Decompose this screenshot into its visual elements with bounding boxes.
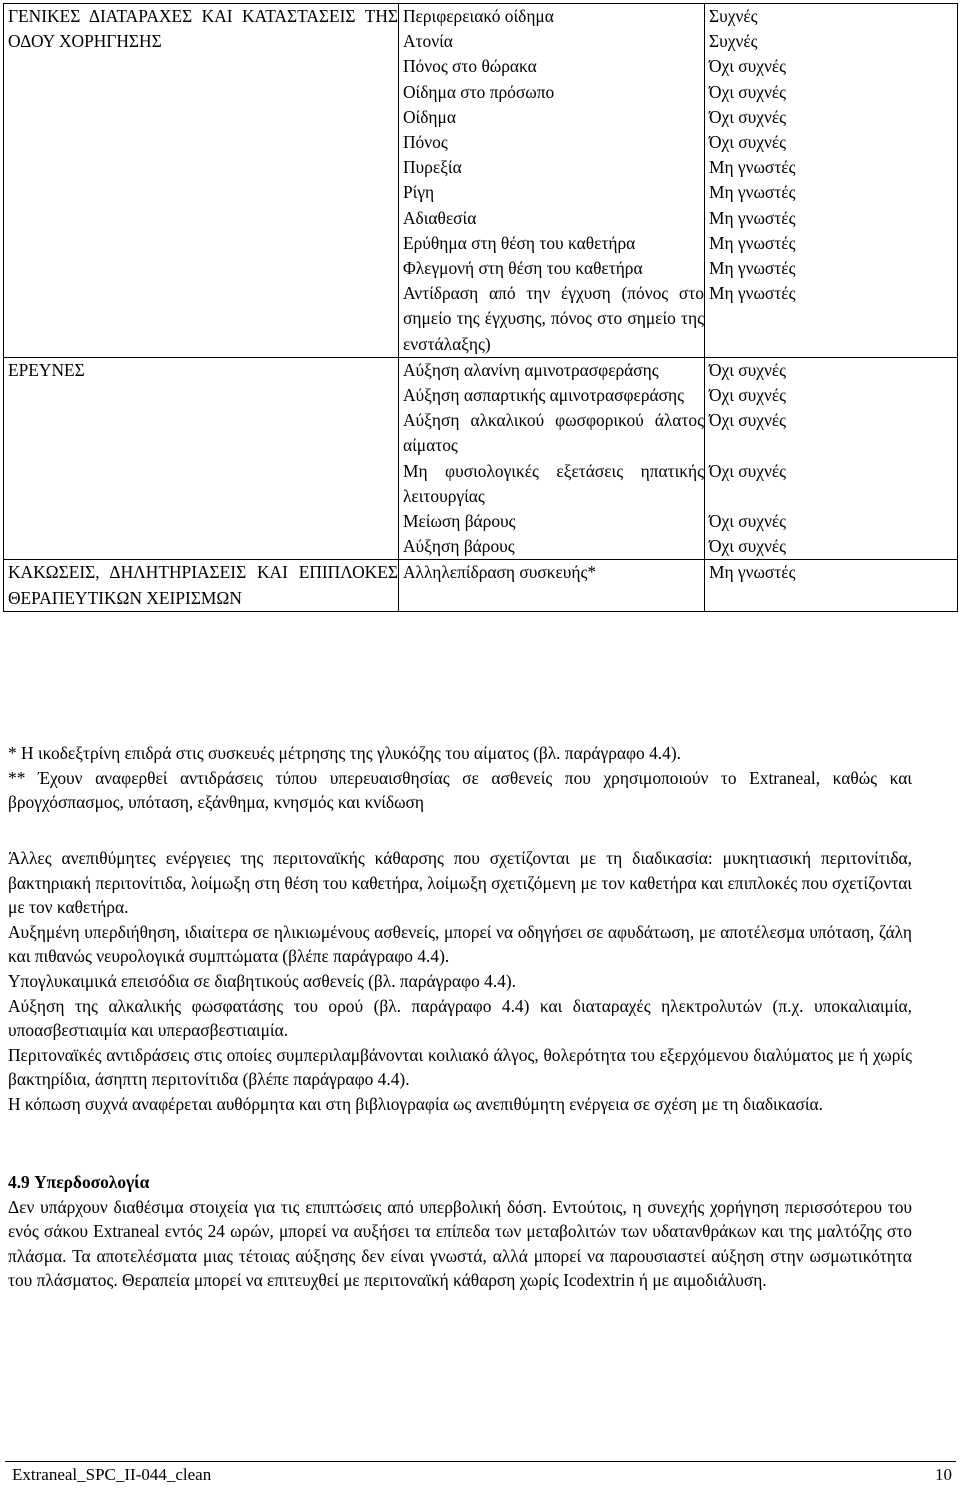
paragraph: Υπογλυκαιμικά επεισόδια σε διαβητικούς ασθενείς (βλ. παράγραφο 4.4).: [8, 970, 517, 991]
effect-frequency: Συχνές: [709, 31, 758, 52]
table-footnotes: [8, 741, 912, 815]
table-row: [4, 357, 958, 560]
effects-cell: [399, 560, 705, 611]
effect-name: Πόνος: [403, 132, 448, 153]
effect-name: Περιφερειακό οίδημα: [403, 6, 554, 26]
footer-divider: [5, 1461, 956, 1462]
frequency-cell: [705, 357, 958, 560]
paragraph: Άλλες ανεπιθύμητες ενέργειες της περιτοναϊκής κάθαρσης που σχετίζονται με τη διαδικασία: μυκητιασική περιτονίτιδα, βακτηριακή περιτονίτιδα, λοίμωξη στη θέση του καθετήρα, λοίμωξη σχετιζόμενη με τον καθετήρα και επιπλοκές που σχετίζονται με τον καθετήρα.: [8, 848, 912, 918]
effect-frequency: Όχι συχνές: [709, 106, 787, 127]
soc-category-cell: ΚΑΚΩΣΕΙΣ, ΔΗΛΗΤΗΡΙΑΣΕΙΣ ΚΑΙ ΕΠΙΠΛΟΚΕΣ ΘΕΡΑΠΕΥΤΙΚΩΝ ΧΕΙΡΙΣΜΩΝ: [4, 560, 399, 611]
effect-frequency: Μη γνωστές: [709, 232, 796, 253]
effect-name: Αύξηση αλκαλικού φωσφορικού άλατος αίματος: [403, 410, 704, 456]
footer-page-number: 10: [935, 1465, 952, 1484]
effect-name: Αύξηση αλανίνη αμινοτρασφεράσης: [403, 359, 659, 380]
footer-document-name: Extraneal_SPC_II-044_clean: [12, 1465, 212, 1484]
section-number: 4.9: [8, 1172, 30, 1192]
section-paragraph: Δεν υπάρχουν διαθέσιμα στοιχεία για τις επιπτώσεις από υπερβολική δόση. Εντούτοις, η συνεχής χορήγηση περισσότερου του ενός σάκου Extraneal εντός 24 ωρών, μπορεί να αυξήσει τα επίπεδα των μεταβολιτών των υδατανθράκων και της μαλτόζης στο πλάσμα. Τα αποτελέσματα μιας τέτοιας αύξησης δεν είναι γνωστά, αλλά μπορεί να παρουσιαστεί αύξηση στην ωσμωτικότητα του πλάσματος. Θεραπεία μπορεί να επιτευχθεί με περιτοναϊκή κάθαρση χωρίς Icodextrin ή με αιμοδιάλυση.: [8, 1196, 912, 1291]
effect-name: Αύξηση ασπαρτικής αμινοτρασφεράσης: [403, 385, 684, 406]
soc-category-cell: ΓΕΝΙΚΕΣ ΔΙΑΤΑΡΑΧΕΣ ΚΑΙ ΚΑΤΑΣΤΑΣΕΙΣ ΤΗΣ ΟΔΟΥ ΧΟΡΗΓΗΣΗΣ: [4, 4, 399, 358]
paragraph: Αυξημένη υπερδιήθηση, ιδιαίτερα σε ηλικιωμένους ασθενείς, μπορεί να οδηγήσει σε αφυδάτωση, με αποτέλεσμα υπόταση, ζάλη και πιθανώς νευρολογικά συμπτώματα (βλέπε παράγραφο 4.4).: [8, 921, 912, 967]
effect-name: Οίδημα στο πρόσωπο: [403, 81, 555, 102]
effect-frequency: Μη γνωστές: [709, 182, 796, 203]
effect-frequency: Όχι συχνές: [709, 81, 787, 102]
effect-frequency: Μη γνωστές: [709, 258, 796, 279]
effect-frequency: Συχνές: [709, 6, 758, 26]
effect-name: Μη φυσιολογικές εξετάσεις ηπατικής λειτουργίας: [403, 460, 704, 506]
effect-frequency: Όχι συχνές: [709, 359, 787, 380]
table-row: [4, 4, 958, 358]
paragraph: Αύξηση της αλκαλικής φωσφατάσης του ορού (βλ. παράγραφο 4.4) και διαταραχές ηλεκτρολυτών (π.χ. υποκαλιαιμία, υποασβεστιαιμία και υπερασβεστιαιμία.: [8, 995, 912, 1041]
effect-frequency: Όχι συχνές: [709, 385, 787, 406]
effect-frequency: Μη γνωστές: [709, 207, 796, 228]
table-row: [4, 560, 958, 611]
effect-name: Ρίγη: [403, 182, 435, 203]
effect-name: Αδιαθεσία: [403, 207, 477, 228]
effect-frequency: Όχι συχνές: [709, 511, 787, 532]
effect-name: Ατονία: [403, 31, 453, 52]
paragraph: Η κόπωση συχνά αναφέρεται αυθόρμητα και στη βιβλιογραφία ως ανεπιθύμητη ενέργεια σε σχέση με τη διαδικασία.: [8, 1093, 823, 1114]
adverse-effects-table-body: [4, 4, 958, 612]
footnote-device-interaction: * Η ικοδεξτρίνη επιδρά στις συσκευές μέτρησης της γλυκόζης του αίματος (βλ. παράγραφο 4.4).: [8, 743, 681, 763]
effects-cell: [399, 357, 705, 560]
effect-frequency: Μη γνωστές: [709, 157, 796, 178]
section-heading: [8, 1170, 912, 1195]
effect-frequency: Όχι συχνές: [709, 410, 787, 431]
adverse-effects-table: [3, 3, 958, 612]
paragraph: Περιτοναϊκές αντιδράσεις στις οποίες συμπεριλαμβάνονται κοιλιακό άλγος, θολερότητα του εξερχόμενου διαλύματος με ή χωρίς βακτηρίδια, άσηπτη περιτονίτιδα (βλέπε παράγραφο 4.4).: [8, 1044, 912, 1090]
effects-cell: [399, 4, 705, 358]
section-title: Υπερδοσολογία: [34, 1172, 150, 1192]
other-adverse-effects-text: [8, 846, 912, 1117]
effect-name: Πόνος στο θώρακα: [403, 56, 537, 77]
frequency-cell: [705, 560, 958, 611]
footnote-hypersensitivity: ** Έχουν αναφερθεί αντιδράσεις τύπου υπερευαισθησίας σε ασθενείς που χρησιμοποιούν το Extraneal, καθώς και βρογχόσπασμος, υπόταση, εξάνθημα, κνησμός και κνίδωση: [8, 767, 912, 813]
effect-name: Ερύθημα στη θέση του καθετήρα: [403, 232, 636, 253]
effect-frequency: Μη γνωστές: [709, 562, 796, 583]
effect-name: Οίδημα: [403, 106, 456, 127]
effect-name: Πυρεξία: [403, 157, 462, 178]
effect-name: Φλεγμονή στη θέση του καθετήρα: [403, 258, 643, 279]
effect-frequency: Όχι συχνές: [709, 460, 787, 481]
overdose-section: [8, 1170, 912, 1293]
frequency-cell: [705, 4, 958, 358]
effect-frequency: Όχι συχνές: [709, 132, 787, 153]
effect-frequency: Όχι συχνές: [709, 536, 787, 557]
effect-name: Αλληλεπίδραση συσκευής*: [403, 562, 597, 583]
effect-frequency: Όχι συχνές: [709, 56, 787, 77]
effect-frequency: Μη γνωστές: [709, 283, 796, 304]
effect-name: Μείωση βάρους: [403, 511, 516, 532]
soc-category-cell: ΕΡΕΥΝΕΣ: [4, 357, 399, 560]
effect-name: Αύξηση βάρους: [403, 536, 515, 557]
effect-name: Αντίδραση από την έγχυση (πόνος στο σημείο της έγχυσης, πόνος στο σημείο της ενστάλαξης): [403, 283, 704, 354]
